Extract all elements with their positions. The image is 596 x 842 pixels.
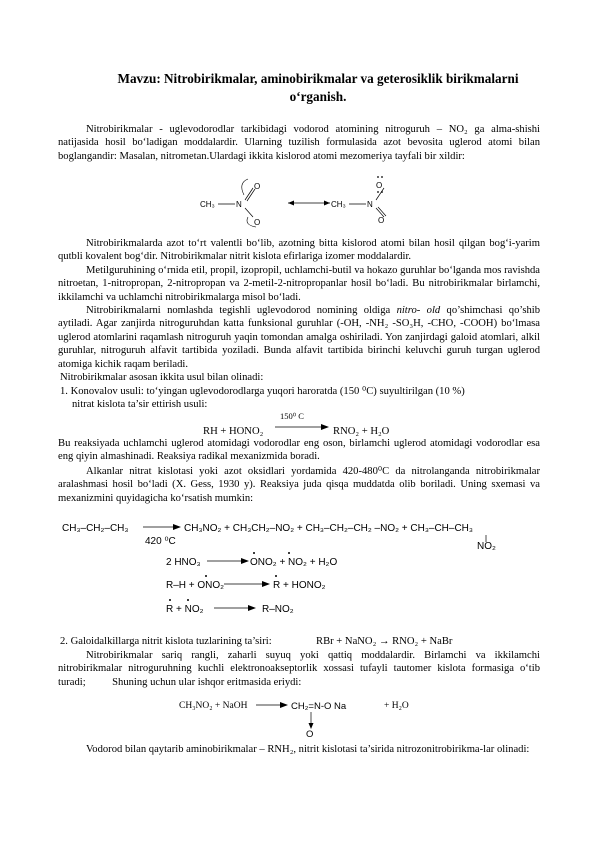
radical-dots-3 — [166, 598, 206, 604]
eq1-left: RH + HONO₂ — [203, 426, 264, 437]
mechanism-2-right: R + HONO₂ — [273, 580, 326, 591]
methods-intro: Nitrobirikmalar asosan ikkita usul bilan olinadi: — [60, 372, 264, 383]
radical-dots-2 — [200, 574, 290, 580]
mechanism-3-arrow — [214, 603, 264, 613]
mechanism-2-left: R–H + ONO₂ — [166, 580, 225, 591]
n-left: N — [236, 200, 242, 209]
scheme-branch: NO₂ — [477, 541, 496, 552]
paragraph-naming — [58, 304, 540, 371]
paragraph-selectivity: Bu reaksiyada uchlamchi uglerod atomidagi vodorodlar eng oson, birlamchi uglerod atomidagi vodorodlar esa eng qiyin almashinadi. Reaksiya radikal mexanizmida boradi. — [58, 438, 540, 463]
mechanism-1-right: ONO₂ + NO₂ + H₂O — [250, 557, 338, 568]
eq2-product: CH₂=N-O Na — [291, 701, 347, 712]
title-line-1: Mavzu: Nitrobirikmalar, aminobirikmalar va geterosiklik birikmalarni — [117, 71, 519, 86]
eq2-left: CH₃NO₂ + NaOH — [179, 701, 248, 711]
method-1-line-2: nitrat kislota ta’sir ettirish usuli: — [72, 399, 208, 410]
naming-italic: nitro- old — [396, 305, 441, 316]
naming-text-a: Nitrobirikmalarni nomlashda tegishli uglevodorod nomining oldiga — [86, 305, 397, 316]
mechanism-3-right: R–NO₂ — [262, 604, 294, 615]
document-title — [60, 70, 576, 106]
n-right: N — [367, 200, 373, 209]
scheme-arrow — [143, 522, 183, 532]
ch3-right: CH₃ — [331, 200, 346, 209]
eq2-oxygen: O — [306, 729, 314, 740]
resonance-diagram — [200, 173, 430, 228]
mechanism-2-arrow — [224, 579, 274, 589]
scheme-condition: 420 ⁰C — [145, 536, 176, 547]
method-2-line: 2. Galoidalkillarga nitrit kislota tuzlarining ta’siri: — [60, 636, 272, 647]
scheme-reactant: CH₃–CH₂–CH₃ — [62, 523, 129, 534]
o-bottom-left: O — [254, 218, 261, 227]
mechanism-1-left: 2 HNO₃ — [166, 557, 201, 568]
paragraph-tautomer — [58, 649, 540, 689]
scheme-products: CH₃NO₂ + CH₃CH₂–NO₂ + CH₃–CH₂–CH₂ –NO₂ + CH₃–CH–CH₃ — [184, 523, 473, 534]
method-1-line: 1. Konovalov usuli: to‘yingan uglevodorodlarga yuqori haroratda (150 ⁰C) suyultirilgan (10 %) — [60, 386, 465, 397]
mechanism-3-left: R + NO₂ — [166, 604, 204, 615]
tautomer-text-b: Shuning uchun ular ishqor eritmasida eriydi: — [112, 676, 302, 688]
eq2-arrow — [256, 700, 296, 710]
paragraph-valence: Nitrobirikmalarda azot to‘rt valentli bo‘lib, azotning bitta kislorod atomi bilan hosil qilgan bog‘i-yarim qutbli kovalent bog‘dir. Nitrobirikmalar nitrit kislota efirlariga izomer moddalardir. — [58, 238, 540, 263]
o-bottom-right: O — [378, 216, 385, 225]
eq1-condition: 150⁰ C — [280, 411, 304, 421]
ch3-left: CH₃ — [200, 200, 215, 209]
paragraph-isomers: Metilguruhining o‘rnida etil, propil, izopropil, uchlamchi-butil va hokazo guruhlar bo‘lganda mos ravishda nitroetan, 1-nitropropan, 2-nitropropan va 2-metil-2-nitropropanlar hosil bo‘ladi. Bu nitrobirikmalar birlamchi, ikkilamchi va uchlamchi nitrobirikmalarga misol bo‘ladi. — [58, 265, 540, 303]
radical-dots-1 — [250, 551, 310, 557]
paragraph-intro: Nitrobirikmalar - uglevodorodlar tarkibidagi vodorod atomining nitroguruh – NO₂ ga alma-shishi natijasida hosil bo‘ladigan moddalardir. Ularning tuzilish formulasida azot bevosita uglerod atomi bilan boglangandir: Masalan, nitrometan.Ulardagi ikkita kislorod atomi mezomeriya tayfali bir xildir: — [58, 124, 540, 162]
naming-text-b: qo’shimchasi qo’shib aytiladi. Agar zanjirda nitroguruhdan katta funksional guruhlar (-OH, -NH₂ -SO₃H, -CHO, -COOH) bo‘lmasa uglerod atomlarini raqamlash nitroguruh yaqin tomondan amalga oshiriladi. Yon zanjirdagi galoid atomlari, alkil guruhlar, nitroguruh alfavit tartibida yoziladi. Bunda alfavit tartibida birinchi keluvchi guruh turgan uglerod atomiga kichik raqam beriladi. — [58, 305, 540, 370]
o-top-left: O — [254, 182, 261, 191]
o-top-right: O — [376, 181, 383, 190]
paragraph-reduction: Vodorod bilan qaytarib aminobirikmalar – RNH₂, nitrit kislotasi ta’sirida nitrozonitrobirikma-lar olinadi: — [86, 744, 530, 755]
paragraph-gess: Alkanlar nitrat kislotasi yoki azot oksidlari yordamida 420-480⁰C da nitrolanganda nitrobirikmalar aralashmasi hosil bo‘ladi (X. Gess, 1930 y). Reaksiya juda qisqa muddatda olib boriladi. Uning sxemasi va mexanizmini quyidagicha ko‘rsatish mumkin: — [58, 466, 540, 504]
eq1-right: RNO₂ + H₂O — [333, 426, 390, 437]
tautomer-text: Nitrobirikmalar sariq rangli, zaharli suyuq yoki qattiq moddalardir. Birlamchi va ikkilamchi nitrobirikmalar nitroguruhning kuchli elektronoakseptorlik xossasi tufayli tautomer kislota formasiga o‘tib turadi; — [58, 650, 540, 688]
method-2-equation: RBr + NaNO₂ → RNO₂ + NaBr — [316, 636, 453, 647]
title-line-2: o‘rganish. — [289, 89, 347, 104]
eq2-water: + H₂O — [384, 701, 409, 711]
